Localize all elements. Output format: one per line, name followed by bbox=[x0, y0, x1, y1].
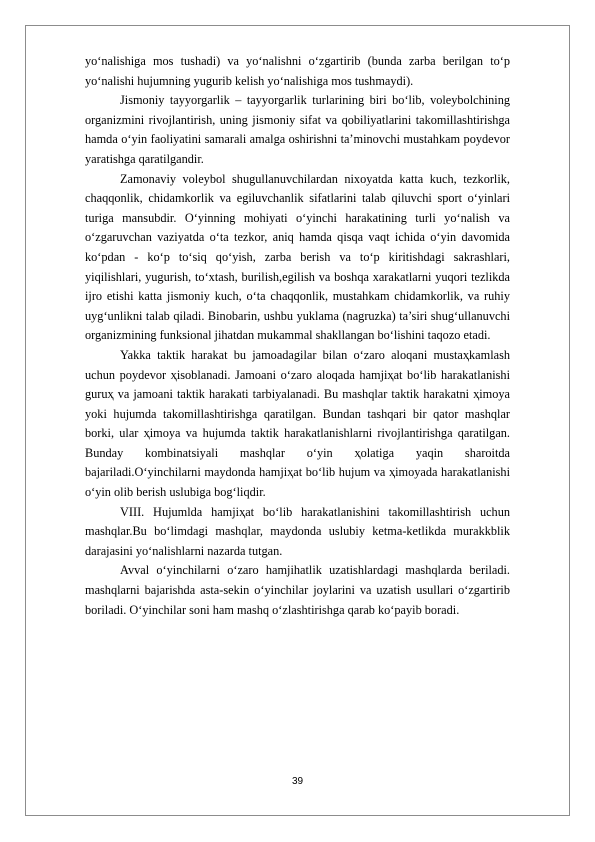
paragraph-player-cooperation: Avval o‘yinchilarni o‘zaro hamjihatlik uzatishlardagi mashqlarda beriladi. mashqlarni bajarishda asta-sekin o‘yinchilar joylarini va uzatish usullari o‘zgartirib boriladi. O‘yinchilar soni ham mashq o‘zlashtirishga qarab ko‘payib boradi. bbox=[85, 563, 510, 617]
paragraph-individual-tactics: Yakka taktik harakat bu jamoadagilar bilan o‘zaro aloqani mustaҳkamlash uchun poydevor ҳisoblanadi. Jamoani o‘zaro aloqada hamjiҳat bo‘lib harakatlanishi guruҳ va jamoani taktik harakati tarbiyalanadi. Bu mashqlar taktik harakatni ҳimoya yoki hujumda takomillashtirishga qaratilgan. Bundan tashqari bir qator mashqlar borki, ular ҳimoya va hujumda taktik harakatlanishlarni rivojlantirishga qaratilgan. Bunday kombinatsiyali mashqlar o‘yin ҳolatiga yaqin sharoitda bajariladi.O‘yinchilarni maydonda hamjiҳat bo‘lib hujum va ҳimoyada harakatlanishi o‘yin olib berish uslubiga bog‘liqdir. bbox=[85, 347, 510, 500]
paragraph-modern-volleyball: Zamonaviy voleybol shugullanuvchilardan nixoyatda katta kuch, tezkorlik, chaqqonlik, chidamkorlik va egiluvchanlik sifatlarini talab qiluvchi sport o‘yinlari turiga mansubdir. O‘yinning mohiyati o‘yinchi harakatining turli yo‘nalish va o‘zgaruvchan vaziyatda o‘ta tezkor, aniq hamda qisqa vaqt ichida o‘yin davomida ko‘pdan - ko‘p to‘siq qo‘yish, zarba berish va to‘p kiritishdagi sakrashlari, yiqilishlari, yugurish, to‘xtash, burilish,egilish va boshqa xarakatlarni yuqori tezlikda ijro etishi katta jismoniy kuch, o‘ta chaqqonlik, mustahkam chidamkorlik, va ruhiy uyg‘unlikni talab qiladi. Binobarin, ushbu yuklama (nagruzka) ta’siri shug‘ullanuvchi organizmining funksional jihatdan mukammal shakllangan bo‘lishini taqozo etadi. bbox=[85, 171, 510, 343]
paragraph-continuation: yo‘nalishiga mos tushadi) va yo‘nalishni o‘zgartirib (bunda zarba berilgan to‘p yo‘nalishi hujumning yugurib kelish yo‘nalishiga mos tushmaydi). bbox=[85, 54, 510, 88]
document-body bbox=[85, 52, 510, 620]
page-number: 39 bbox=[291, 776, 304, 787]
paragraph-physical-training: Jismoniy tayyorgarlik – tayyorgarlik turlarining biri bo‘lib, voleybolchining organizmini rivojlantirish, uning jismoniy sifat va qobiliyatlarini takomillashtirishga hamda o‘yin faoliyatini samarali amalga oshirishni ta’minovchi mustahkam poydevor yaratishga qaratilgandir. bbox=[85, 93, 510, 166]
paragraph-section-viii: VIII. Hujumlda hamjiҳat bo‘lib harakatlanishini takomillashtirish uchun mashqlar.Bu bo‘limdagi mashqlar, maydonda uslubiy ketma-ketlikda murakkblik darajasini yo‘nalishlarni nazarda tutgan. bbox=[85, 504, 510, 558]
